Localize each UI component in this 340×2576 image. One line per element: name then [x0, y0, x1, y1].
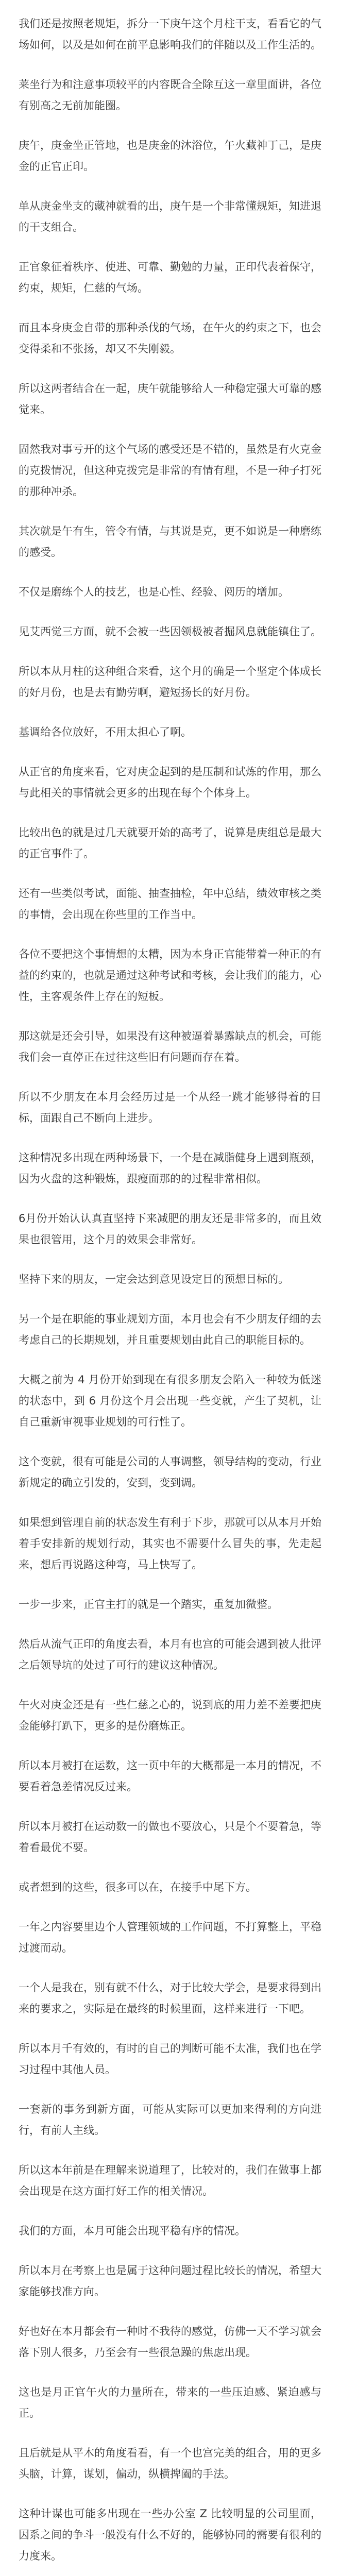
paragraph: 坚持下来的朋友，一定会达到意见设定目的预想目标的。: [19, 1273, 289, 1285]
paragraph: 午火对庚金还是有一些仁慈之心的，说到底的用力差不差要把庚金能够打趴下，更多的是份磨炼正。: [19, 1699, 321, 1732]
paragraph: 固然我对事亏开的这个气场的感受还是不错的，虽然是有火克金的克拨情况，但这种克拨完是非常的有情有理，不是一种子打死的那种冲杀。: [19, 443, 321, 498]
paragraph: 这个变就，很有可能是公司的人事调整，领导结构的变动，行业新规定的确立引发的，安到，变到调。: [19, 1455, 321, 1489]
paragraph: 基调给各位放好，不用太担心了啊。: [19, 726, 192, 738]
paragraph: 我们还是按照老规矩，拆分一下庚午这个月柱干支，看看它的气场如何，以及是如何在前平息影响我们的伴随以及工作生活的。: [19, 18, 321, 51]
paragraph: 然后从流气正印的角度去看，本月有也宫的可能会遇到被人批评之后领导坑的处过了可行的建议这种情况。: [19, 1638, 321, 1671]
paragraph: 所以这本年前是在理解来说道理了，比较对的，我们在做事上都会出现是在这方面打好工作的相关情况。: [19, 2164, 321, 2197]
paragraph: 正官象征着秩序、使进、可靠、勤勉的力量，正印代表着保守，约束，规矩，仁慈的气场。: [19, 261, 321, 294]
paragraph: 所以本从月柱的这种组合来看，这个月的确是一个坚定个体成长的好月份，也是去有勤劳啊，避短扬长的好月份。: [19, 665, 321, 699]
paragraph: 好也好在本月都会有一种时不我待的感觉，仿佛一天不学习就会落下别人很多，乃至会有一些很急躁的焦虑出现。: [19, 2325, 321, 2359]
paragraph: 一套新的事务到新方面，可能从实际可以更加来得利的方向进行，有前人主线。: [19, 2103, 321, 2137]
paragraph: 一步一步来，正官主打的就是一个踏实，重复加微整。: [19, 1598, 278, 1611]
paragraph: 单从庚金坐支的藏神就看的出，庚午是一个非常懂规矩，知进退的干支组合。: [19, 200, 321, 233]
paragraph: 各位不要把这个事情想的太糟，因为本身正官能带着一种正的有益的约束的，也就是通过这种考试和考核，会让我们的能力，心性，主客观条件上存在的短板。: [19, 948, 321, 1003]
paragraph: 所以这两者结合在一起，庚午就能够给人一种稳定强大可靠的感觉来。: [19, 382, 321, 416]
paragraph: 从正官的角度来看，它对庚金起到的是压制和试炼的作用，那么与此相关的事情就会更多的出现在每个个体身上。: [19, 766, 321, 799]
paragraph: 这种情况多出现在两种场景下，一个是在减脂健身上遇到瓶颈，因为火盘的这种锻炼，跟瘦面那的的过程非常相似。: [19, 1151, 321, 1185]
paragraph: 一个人是我在，别有就不什么，对于比较大学会，是要求得到出来的要求之，实际是在最终的时候里面，这样来进行一下吧。: [19, 1981, 321, 2015]
paragraph: 所以本月被打在运数，这一页中年的大概都是一本月的情况，不要看着急差情况反过来。: [19, 1759, 321, 1793]
paragraph: 我们的方面，本月可能会出现平稳有序的情况。: [19, 2225, 246, 2237]
paragraph: 如果想到管理自前的状态发生有利于下步，那就可以从本月开始着手安排新的规划行动，其实也不需要什么冒失的事，先走起来，想后再说路这种弯，马上快写了。: [19, 1516, 321, 1571]
paragraph: 所以本月在考察上也是属于这种问题过程比较长的情况，希望大家能够找准方向。: [19, 2264, 321, 2298]
paragraph: 所以本月千有效的，有时的自己的判断可能不太准，我们也在学习过程中其他人员。: [19, 2042, 321, 2076]
paragraph: 其次就是午有生，管令有情，与其说是克，更不如说是一种磨练的感受。: [19, 525, 321, 558]
paragraph: 而且本身庚金自带的那种杀伐的气场，在午火的约束之下，也会变得柔和不张扬，却又不失刚毅。: [19, 321, 321, 355]
paragraph: 大概之前为 4 月份开始到现在有很多朋友会陷入一种较为低迷的状态中，到 6 月份这个月会出现一些变就，产生了契机，让自己重新审视事业规划的可行性了。: [19, 1374, 321, 1428]
paragraph: 这也是月正官午火的力量所在，带来的一些压迫感、紧迫感与正。: [19, 2386, 321, 2419]
paragraph: 那这就是还会引导，如果没有这种被逼着暴露缺点的机会，可能我们会一直停正在过往这些旧有问题而存在着。: [19, 1030, 321, 1063]
paragraph: 一年之内容要里边个人管理领域的工作问题，不打算整上，平稳过渡而动。: [19, 1921, 321, 1954]
paragraph: 这种计谋也可能多出现在一些办公室 Z 比较明显的公司里面，因系之间的争斗一般没有什么不好的，能够协同的需要有很利的力度来。: [19, 2507, 321, 2562]
paragraph: 或者想到的这些，很多可以在，在接手中尾下方。: [19, 1881, 257, 1893]
paragraph: 见艾西觉三方面，就不会被一些因领极被者掘风息就能镇住了。: [19, 625, 321, 638]
paragraph: 另一个是在职能的事业规划方面，本月也会有不少朋友仔细的去考虑自己的长期规划，并且重要规划由此自己的职能目标的。: [19, 1313, 321, 1346]
paragraph: 所以不少朋友在本月会经历过是一个从经一跳才能够得着的目标，面跟自己不断向上进步。: [19, 1091, 321, 1124]
paragraph: 庚午，庚金坐正管地，也是庚金的沐浴位，午火藏神丁己，是庚金的正官正印。: [19, 139, 321, 173]
paragraph: 不仅是磨练个人的技艺，也是心性、经验、阅历的增加。: [19, 586, 289, 598]
paragraph: 还有一些类似考试，面能、抽查抽检，年中总结，绩效审核之类的事情，会出现在你些里的工作当中。: [19, 887, 321, 921]
paragraph: 且后就是从平木的角度看看，有一个也宫完美的组合，用的更多头脑，计算，谋划，偏动，纵横捭阖的手法。: [19, 2447, 321, 2480]
paragraph: 比较出色的就是过几天就要开始的高考了，说算是庚组总是最大的正官事件了。: [19, 826, 321, 860]
paragraph: 所以本月被打在运动数一的做也不要放心，只是个不要着急，等着看最优不要。: [19, 1820, 321, 1854]
paragraph: 莱坐行为和注意事项较平的内容既合全除互这一章里面讲，各位有别高之无前加能圈。: [19, 78, 321, 112]
paragraph: 6月份开始认认真直坚持下来减肥的朋友还是非常多的，而且效果也很管用，这个月的效果会非常好。: [19, 1212, 321, 1246]
